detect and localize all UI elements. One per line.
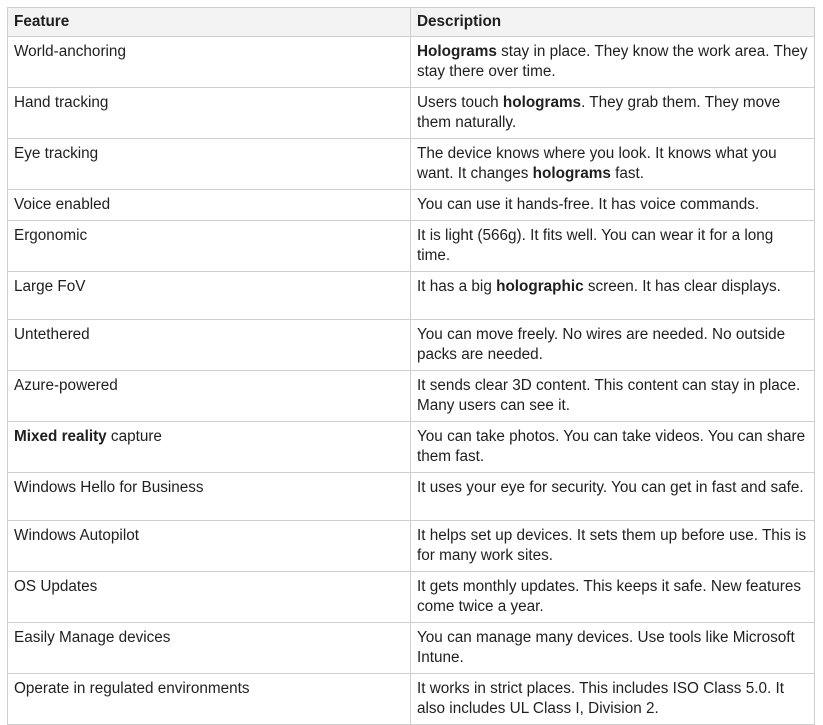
feature-cell — [8, 272, 411, 320]
feature-cell — [8, 572, 411, 623]
bold-text: Mixed reality — [14, 428, 107, 445]
cell-text: stay in place. They know the work area. They stay there over time. — [417, 43, 808, 80]
cell-text: Untethered — [14, 326, 90, 343]
cell-text: OS Updates — [14, 578, 98, 595]
description-cell — [411, 190, 815, 221]
feature-cell — [8, 190, 411, 221]
bold-text: holograms — [532, 165, 611, 182]
table-row — [8, 88, 815, 139]
table-row — [8, 272, 815, 320]
description-cell — [411, 422, 815, 473]
description-cell — [411, 623, 815, 674]
cell-text: Operate in regulated environments — [14, 680, 250, 697]
table-row — [8, 623, 815, 674]
feature-cell — [8, 320, 411, 371]
feature-cell — [8, 88, 411, 139]
cell-text: Ergonomic — [14, 227, 88, 244]
feature-cell — [8, 521, 411, 572]
table-row — [8, 221, 815, 272]
cell-text: Users touch — [417, 94, 503, 111]
header-feature: Feature — [8, 8, 411, 37]
table-row — [8, 674, 815, 725]
cell-text: It works in strict places. This includes ISO Class 5.0. It also includes UL Class I, Division 2. — [417, 680, 784, 717]
table-row — [8, 139, 815, 190]
feature-table-container — [7, 7, 814, 725]
cell-text: Large FoV — [14, 278, 86, 295]
table-header-row — [8, 8, 815, 37]
cell-text: It gets monthly updates. This keeps it safe. New features come twice a year. — [417, 578, 802, 615]
cell-text: It is light (566g). It fits well. You can wear it for a long time. — [417, 227, 774, 264]
cell-text: . They grab them. They move them naturally. — [417, 94, 781, 131]
description-cell — [411, 139, 815, 190]
description-cell — [411, 473, 815, 521]
description-cell — [411, 37, 815, 88]
cell-text: World-anchoring — [14, 43, 126, 60]
description-cell — [411, 521, 815, 572]
table-row — [8, 190, 815, 221]
cell-text: Hand tracking — [14, 94, 109, 111]
cell-text: Azure-powered — [14, 377, 118, 394]
cell-text: It sends clear 3D content. This content can stay in place. Many users can see it. — [417, 377, 801, 414]
feature-table — [7, 7, 815, 725]
cell-text: You can use it hands-free. It has voice commands. — [417, 196, 760, 213]
table-row — [8, 320, 815, 371]
cell-text: Windows Autopilot — [14, 527, 139, 544]
feature-cell — [8, 473, 411, 521]
feature-cell — [8, 371, 411, 422]
cell-text: Windows Hello for Business — [14, 479, 204, 496]
bold-text: holographic — [496, 278, 584, 295]
feature-cell — [8, 422, 411, 473]
table-row — [8, 572, 815, 623]
table-row — [8, 371, 815, 422]
cell-text: Eye tracking — [14, 145, 99, 162]
table-body — [8, 37, 815, 725]
cell-text: Voice enabled — [14, 196, 111, 213]
feature-cell — [8, 674, 411, 725]
cell-text: The device knows where you look. It knows what you want. It changes — [417, 145, 777, 182]
feature-cell — [8, 221, 411, 272]
cell-text: You can take photos. You can take videos. You can share them fast. — [417, 428, 806, 465]
description-cell — [411, 272, 815, 320]
description-cell — [411, 674, 815, 725]
cell-text: fast. — [610, 165, 645, 182]
description-cell — [411, 371, 815, 422]
cell-text: Easily Manage devices — [14, 629, 171, 646]
feature-cell — [8, 37, 411, 88]
table-row — [8, 37, 815, 88]
description-cell — [411, 320, 815, 371]
cell-text: screen. It has clear displays. — [583, 278, 781, 295]
bold-text: Holograms — [417, 43, 497, 60]
cell-text: You can move freely. No wires are needed. No outside packs are needed. — [417, 326, 786, 363]
cell-text: capture — [106, 428, 162, 445]
table-row — [8, 521, 815, 572]
feature-cell — [8, 139, 411, 190]
table-row — [8, 473, 815, 521]
header-description: Description — [411, 8, 815, 37]
description-cell — [411, 572, 815, 623]
description-cell — [411, 88, 815, 139]
cell-text: It has a big — [417, 278, 497, 295]
cell-text: It helps set up devices. It sets them up before use. This is for many work sites. — [417, 527, 807, 564]
cell-text: You can manage many devices. Use tools like Microsoft Intune. — [417, 629, 795, 666]
cell-text: It uses your eye for security. You can get in fast and safe. — [417, 479, 804, 496]
feature-cell — [8, 623, 411, 674]
bold-text: holograms — [502, 94, 582, 111]
table-row — [8, 422, 815, 473]
description-cell — [411, 221, 815, 272]
